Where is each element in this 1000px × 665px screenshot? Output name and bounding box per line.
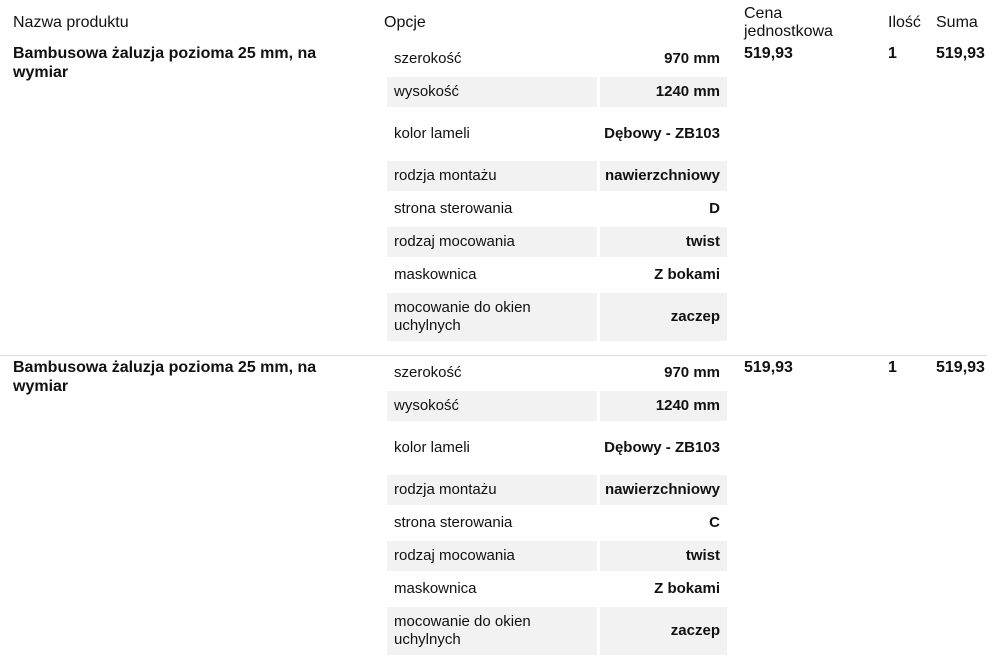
option-label: szerokość (394, 364, 462, 381)
option-row (387, 161, 727, 191)
option-value: zaczep (600, 293, 727, 341)
option-value: Z bokami (654, 580, 720, 597)
option-label: wysokość (387, 77, 597, 107)
quantity: 1 (888, 359, 897, 376)
product-options (387, 44, 727, 344)
option-value: nawierzchniowy (600, 161, 727, 191)
option-label: mocowanie do okien uchylnych (387, 607, 597, 655)
row-divider (0, 355, 987, 356)
option-value: twist (600, 227, 727, 257)
option-value: Dębowy - ZB103 (604, 439, 720, 456)
header-unit-price: Cena jednostkowa (744, 5, 833, 40)
option-value: 970 mm (664, 50, 720, 67)
header-quantity: Ilość (888, 14, 921, 31)
option-row (387, 44, 727, 74)
table-header (0, 0, 1000, 44)
option-label: wysokość (387, 391, 597, 421)
quantity: 1 (888, 45, 897, 62)
option-label: strona sterowania (394, 200, 513, 217)
option-value: Z bokami (654, 266, 720, 283)
option-value: nawierzchniowy (600, 475, 727, 505)
option-label: rodzja montażu (387, 161, 597, 191)
option-label: szerokość (394, 50, 462, 67)
unit-price: 519,93 (744, 359, 793, 376)
option-label: maskownica (394, 580, 477, 597)
option-value: 1240 mm (600, 77, 727, 107)
option-label: mocowanie do okien uchylnych (387, 293, 597, 341)
option-row (387, 475, 727, 505)
option-label: maskownica (394, 266, 477, 283)
option-row (387, 574, 727, 604)
option-row (387, 260, 727, 290)
option-value: 1240 mm (600, 391, 727, 421)
unit-price: 519,93 (744, 45, 793, 62)
header-options: Opcje (384, 14, 426, 31)
option-row (387, 110, 727, 158)
option-row (387, 194, 727, 224)
product-name: Bambusowa żaluzja pozioma 25 mm, na wymiar (13, 359, 317, 395)
option-row (387, 541, 727, 571)
option-row (387, 77, 727, 107)
option-label: rodzaj mocowania (387, 541, 597, 571)
option-label: rodzaj mocowania (387, 227, 597, 257)
option-row (387, 607, 727, 655)
option-value: C (709, 514, 720, 531)
option-value: twist (600, 541, 727, 571)
option-row (387, 358, 727, 388)
option-label: strona sterowania (394, 514, 513, 531)
option-label: rodzja montażu (387, 475, 597, 505)
option-row (387, 227, 727, 257)
line-sum: 519,93 (936, 359, 985, 376)
product-options (387, 358, 727, 658)
option-row (387, 424, 727, 472)
line-sum: 519,93 (936, 45, 985, 62)
option-value: zaczep (600, 607, 727, 655)
option-value: Dębowy - ZB103 (604, 125, 720, 142)
product-name: Bambusowa żaluzja pozioma 25 mm, na wymiar (13, 45, 317, 81)
option-row (387, 293, 727, 341)
option-label: kolor lameli (394, 125, 470, 142)
option-label: kolor lameli (394, 439, 470, 456)
option-value: D (709, 200, 720, 217)
option-value: 970 mm (664, 364, 720, 381)
option-row (387, 508, 727, 538)
header-product-name: Nazwa produktu (13, 14, 129, 31)
option-row (387, 391, 727, 421)
header-sum: Suma (936, 14, 978, 31)
